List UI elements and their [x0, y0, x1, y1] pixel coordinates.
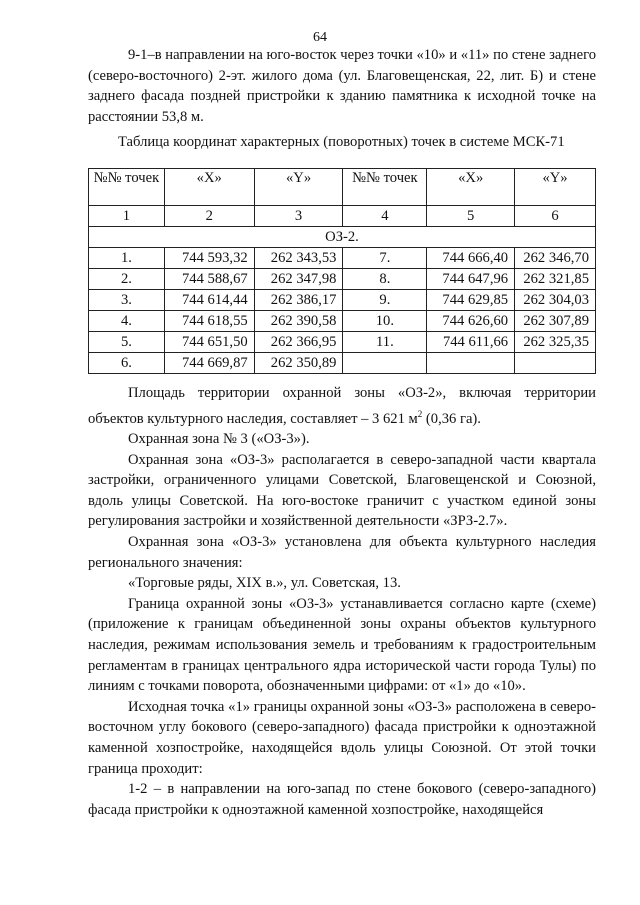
area-tail: (0,36 га).: [422, 410, 481, 427]
column-number: 2: [164, 206, 254, 227]
coordinates-table: [88, 168, 596, 374]
zone3-monument: «Торговые ряды, XIX в.», ул. Советская, 13.: [128, 575, 401, 592]
header-y-2: «Y»: [515, 169, 596, 206]
y-coordinate: 262 304,03: [515, 290, 596, 311]
x-coordinate: 744 593,32: [164, 248, 254, 269]
zone3-object: Охранная зона «ОЗ-3» установлена для объекта культурного наследия регионального значения:: [88, 534, 596, 571]
point-number: 4.: [89, 311, 165, 332]
table-row: [89, 248, 596, 269]
point-number: 2.: [89, 269, 165, 290]
x-coordinate: 744 666,40: [427, 248, 515, 269]
zone3-location: Охранная зона «ОЗ-3» располагается в северо-западной части квартала застройки, ограниченного улицами Советской, Благовещенской и Союзной, вдоль улицы Советской. На юго-востоке граничит с участком единой зоны регулирования застройки и хозяйственной деятельности «ЗРЗ-2.7».: [88, 451, 596, 530]
column-number: 4: [343, 206, 427, 227]
y-coordinate: 262 366,95: [254, 332, 343, 353]
y-coordinate: [515, 353, 596, 374]
y-coordinate: 262 343,53: [254, 248, 343, 269]
point-number: [343, 353, 427, 374]
x-coordinate: [427, 353, 515, 374]
header-y-1: «Y»: [254, 169, 343, 206]
y-coordinate: 262 386,17: [254, 290, 343, 311]
header-points-1: №№ точек: [89, 169, 165, 206]
page-number: 64: [313, 30, 327, 45]
header-x-2: «X»: [427, 169, 515, 206]
table-row: [89, 311, 596, 332]
point-number: 1.: [89, 248, 165, 269]
x-coordinate: 744 647,96: [427, 269, 515, 290]
area-superscript: 2: [417, 408, 423, 419]
x-coordinate: 744 588,67: [164, 269, 254, 290]
y-coordinate: 262 347,98: [254, 269, 343, 290]
header-points-2: №№ точек: [343, 169, 427, 206]
column-number: 3: [254, 206, 343, 227]
table-caption: Таблица координат характерных (поворотных) точек в системе МСК-71: [118, 134, 565, 150]
point-number: 8.: [343, 269, 427, 290]
x-coordinate: 744 669,87: [164, 353, 254, 374]
table-row: [89, 353, 596, 374]
column-number: 1: [89, 206, 165, 227]
point-number: 10.: [343, 311, 427, 332]
point-number: 3.: [89, 290, 165, 311]
header-x-1: «X»: [164, 169, 254, 206]
y-coordinate: 262 325,35: [515, 332, 596, 353]
y-coordinate: 262 350,89: [254, 353, 343, 374]
point-number: 11.: [343, 332, 427, 353]
zone3-segment: 1-2 – в направлении на юго-запад по стене бокового (северо-западного) фасада пристройки к одноэтажной каменной хозпостройке, находящейся: [88, 781, 596, 818]
point-number: 5.: [89, 332, 165, 353]
y-coordinate: 262 307,89: [515, 311, 596, 332]
x-coordinate: 744 611,66: [427, 332, 515, 353]
point-number: 6.: [89, 353, 165, 374]
zone-label: ОЗ-2.: [89, 227, 596, 248]
table-row: [89, 332, 596, 353]
zone3-boundary: Граница охранной зоны «ОЗ-3» устанавливается согласно карте (схеме) (приложение к границам объединенной зоны охраны объектов культурного наследия, режимам использования земель и требованиям к градостроительным регламентам в границах центрального ядра исторической части города Тулы) по линиям с точками поворота, обозначенными цифрами: от «1» до «10».: [88, 595, 596, 695]
zone-row: [89, 227, 596, 248]
y-coordinate: 262 346,70: [515, 248, 596, 269]
point-number: 7.: [343, 248, 427, 269]
table-row: [89, 269, 596, 290]
x-coordinate: 744 626,60: [427, 311, 515, 332]
column-number: 6: [515, 206, 596, 227]
y-coordinate: 262 390,58: [254, 311, 343, 332]
zone3-start-point: Исходная точка «1» границы охранной зоны «ОЗ-3» расположена в северо-восточном углу бокового (северо-западного) фасада пристройки к одноэтажной каменной хозпостройке, находящейся вдоль улицы Союзной. От этой точки граница проходит:: [88, 698, 596, 777]
area-text: Площадь территории охранной зоны «ОЗ-2», включая территории объектов культурного наследия, составляет – 3 621 м: [88, 385, 596, 427]
point-number: 9.: [343, 290, 427, 311]
x-coordinate: 744 651,50: [164, 332, 254, 353]
column-number: 5: [427, 206, 515, 227]
intro-paragraph-block: [88, 45, 596, 127]
x-coordinate: 744 614,44: [164, 290, 254, 311]
column-numbering-row: [89, 206, 596, 227]
x-coordinate: 744 629,85: [427, 290, 515, 311]
body-text: [88, 383, 596, 820]
intro-paragraph: 9-1–в направлении на юго-восток через точки «10» и «11» по стене заднего (северо-восточного) 2-эт. жилого дома (ул. Благовещенская, 22, лит. Б) и стене заднего фасада поздней пристройки к зданию памятника к исходной точке на расстоянии 53,8 м.: [88, 47, 596, 125]
table-row: [89, 290, 596, 311]
y-coordinate: 262 321,85: [515, 269, 596, 290]
area-paragraph: [88, 383, 596, 429]
zone3-title: Охранная зона № 3 («ОЗ-3»).: [128, 431, 310, 448]
x-coordinate: 744 618,55: [164, 311, 254, 332]
table-header-row: [89, 169, 596, 206]
